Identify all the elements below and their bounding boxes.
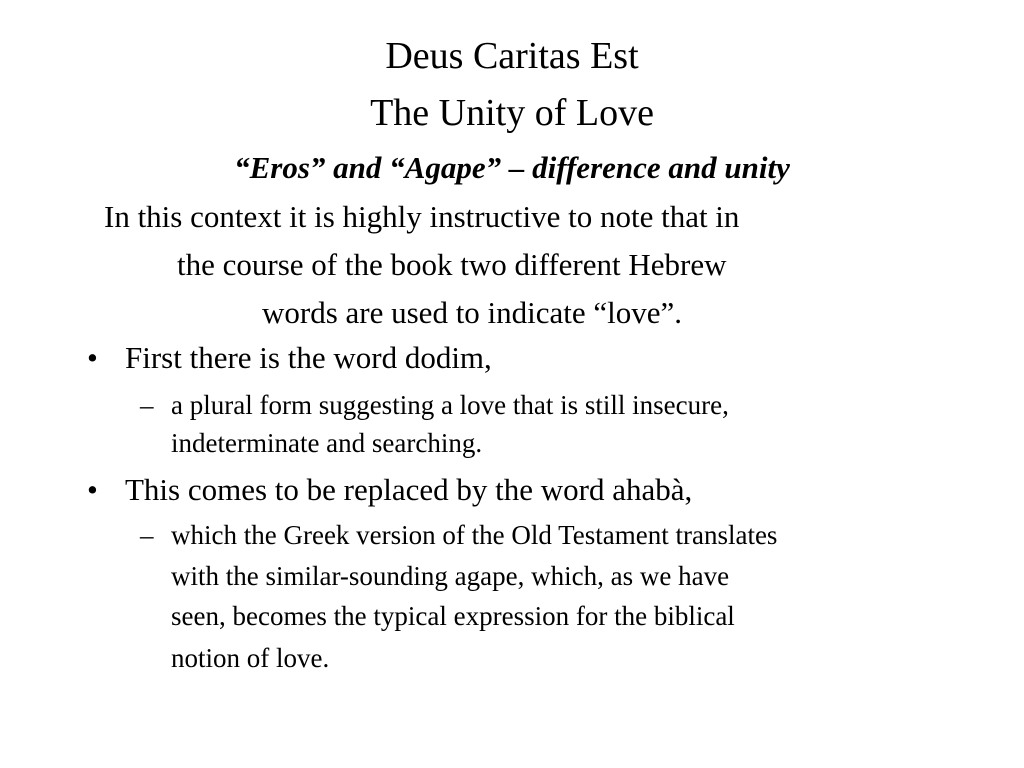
bullet-text-1: First there is the word dodim, xyxy=(125,340,492,375)
sub-bullet-text-2-line-2: with the similar-sounding agape, which, as we have xyxy=(171,561,730,591)
intro-line-2: the course of the book two different Hebrew xyxy=(177,247,727,282)
slide-title-line-1: Deus Caritas Est xyxy=(385,35,639,77)
slide-title-line-2: The Unity of Love xyxy=(370,92,654,134)
bullet-text-2: This comes to be replaced by the word ahabà, xyxy=(125,472,693,507)
sub-bullet-text-2-line-3: seen, becomes the typical expression for the biblical xyxy=(171,601,735,631)
sub-bullet-marker-2: – xyxy=(140,520,154,550)
bullet-marker-1: • xyxy=(87,340,98,375)
sub-bullet-text-2-line-1: which the Greek version of the Old Testament translates xyxy=(171,520,778,550)
slide-subtitle: “Eros” and “Agape” – difference and unity xyxy=(234,150,790,185)
intro-line-3: words are used to indicate “love”. xyxy=(262,295,683,330)
sub-bullet-text-1-line-2: indeterminate and searching. xyxy=(171,428,483,458)
sub-bullet-text-1-line-1: a plural form suggesting a love that is still insecure, xyxy=(171,390,729,420)
bullet-marker-2: • xyxy=(87,472,98,507)
sub-bullet-marker-1: – xyxy=(140,390,154,420)
sub-bullet-text-2-line-4: notion of love. xyxy=(171,643,330,673)
intro-line-1: In this context it is highly instructive to note that in xyxy=(104,199,740,234)
